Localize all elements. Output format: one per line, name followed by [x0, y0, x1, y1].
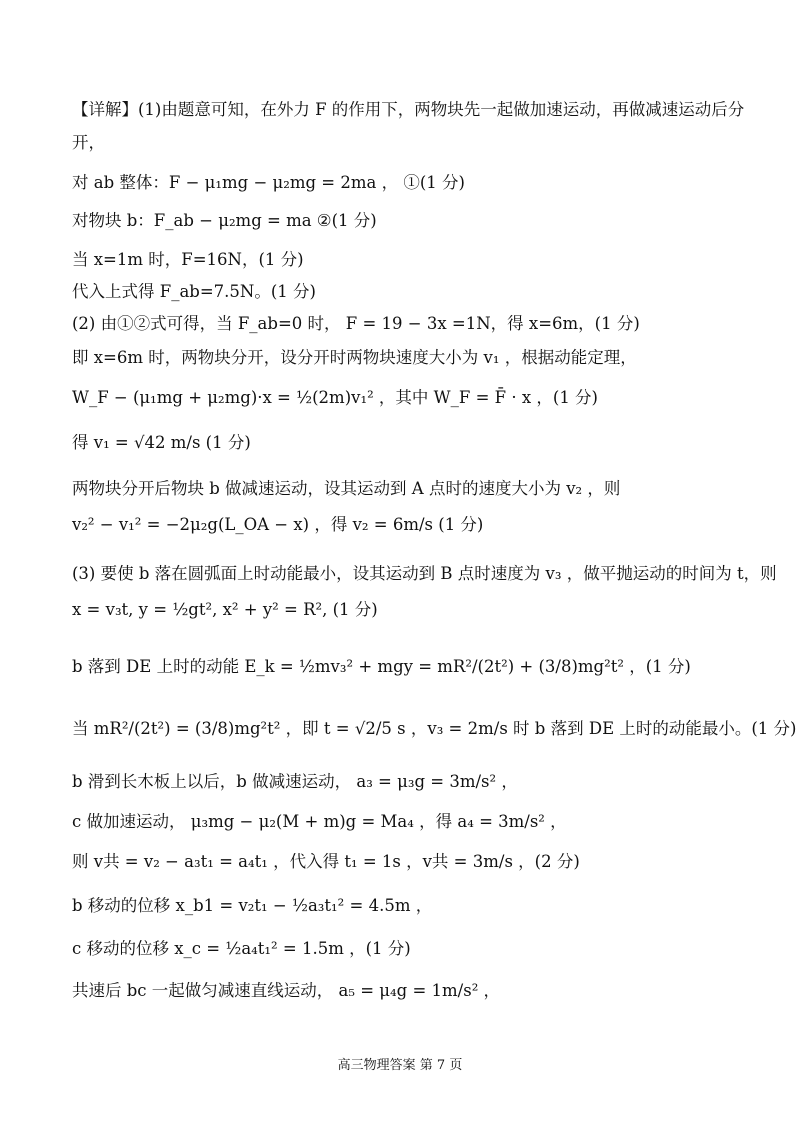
text-line-18: c 做加速运动， μ₃mg − μ₂(M + m)g = Ma₄ ，得 a₄ = 3m/s² ，: [72, 812, 567, 831]
text-line-12: v₂² − v₁² = −2μ₂g(L_OA − x) ，得 v₂ = 6m/s (1 分): [72, 515, 484, 534]
text-line-1: 【详解】(1)由题意可知，在外力 F 的作用下，两物块先一起做加速运动，再做减速运动后分: [72, 100, 745, 119]
text-line-6: 代入上式得 F_ab=7.5N。(1 分): [72, 282, 316, 301]
text-line-5: 当 x=1m 时，F=16N，(1 分): [72, 250, 304, 269]
text-line-22: 共速后 bc 一起做匀减速直线运动， a₅ = μ₄g = 1m/s² ，: [72, 981, 501, 1000]
text-line-21: c 移动的位移 x_c = ½a₄t₁² = 1.5m ，(1 分): [72, 939, 411, 958]
text-line-2: 开，: [72, 133, 105, 152]
text-line-10: 得 v₁ = √42 m/s (1 分): [72, 433, 251, 452]
text-line-16: 当 mR²/(2t²) = (3/8)mg²t² ，即 t = √2/5 s ，v₃ = 2m/s 时 b 落到 DE 上时的动能最小。(1 分): [72, 719, 797, 738]
text-line-17: b 滑到长木板上以后，b 做减速运动， a₃ = μ₃g = 3m/s² ，: [72, 772, 518, 791]
text-line-9: W_F − (μ₁mg + μ₂mg)·x = ½(2m)v₁² ，其中 W_F = F̄ · x ，(1 分): [72, 388, 598, 407]
text-line-15: b 落到 DE 上时的动能 E_k = ½mv₃² + mgy = mR²/(2t²) + (3/8)mg²t² ，(1 分): [72, 657, 691, 676]
text-line-8: 即 x=6m 时，两物块分开，设分开时两物块速度大小为 v₁ ，根据动能定理，: [72, 348, 637, 367]
text-line-20: b 移动的位移 x_b1 = v₂t₁ − ½a₃t₁² = 4.5m ，: [72, 896, 433, 915]
text-line-3: 对 ab 整体：F − μ₁mg − μ₂mg = 2ma ， ①(1 分): [72, 173, 465, 192]
text-line-19: 则 v共 = v₂ − a₃t₁ = a₄t₁ ，代入得 t₁ = 1s ，v共 = 3m/s ，(2 分): [72, 852, 580, 871]
text-line-11: 两物块分开后物块 b 做减速运动，设其运动到 A 点时的速度大小为 v₂ ，则: [72, 479, 621, 498]
text-line-4: 对物块 b：F_ab − μ₂mg = ma ②(1 分): [72, 211, 377, 230]
text-line-13: (3) 要使 b 落在圆弧面上时动能最小，设其运动到 B 点时速度为 v₃ ，做平抛运动的时间为 t，则: [72, 564, 777, 583]
text-line-14: x = v₃t, y = ½gt², x² + y² = R², (1 分): [72, 600, 378, 619]
text-line-7: (2) 由①②式可得，当 F_ab=0 时， F = 19 − 3x =1N，得 x=6m，(1 分): [72, 314, 640, 333]
page-footer: 高三物理答案 第 7 页: [337, 1058, 463, 1073]
